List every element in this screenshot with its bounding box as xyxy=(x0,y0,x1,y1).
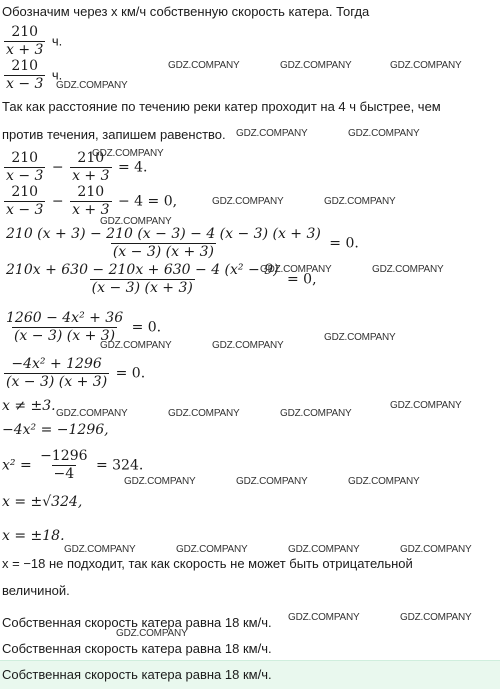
equation-7: x ≠ ±3. xyxy=(2,398,56,414)
watermark: GDZ.COMPANY xyxy=(324,332,396,343)
equation-4: $\frac{\text{210x + 630 − 210x + 630 − 4 (x² − 9)}}{(x - 3) (x + 3)}$ = 0, xyxy=(6,262,317,296)
watermark: GDZ.COMPANY xyxy=(288,612,360,623)
watermark: GDZ.COMPANY xyxy=(400,612,472,623)
equation-11: x = ±18. xyxy=(2,528,65,544)
watermark: GDZ.COMPANY xyxy=(324,196,396,207)
watermark: GDZ.COMPANY xyxy=(56,80,128,91)
watermark: GDZ.COMPANY xyxy=(372,264,444,275)
equation-6: $\frac{\text{−4x² + 1296}}{(x - 3) (x + 3)}$ = 0. xyxy=(6,356,146,390)
watermark: GDZ.COMPANY xyxy=(260,264,332,275)
answer-box xyxy=(0,660,500,689)
watermark: GDZ.COMPANY xyxy=(212,196,284,207)
conclusion-1: Собственная скорость катера равна 18 км/ч. xyxy=(2,615,272,630)
watermark: GDZ.COMPANY xyxy=(116,628,188,639)
watermark: GDZ.COMPANY xyxy=(92,148,164,159)
watermark: GDZ.COMPANY xyxy=(236,476,308,487)
watermark: GDZ.COMPANY xyxy=(64,544,136,555)
equation-1: $\frac{210}{x - 3}$ − $\frac{210}{x + 3}$ = 4. xyxy=(6,150,148,184)
watermark: GDZ.COMPANY xyxy=(280,408,352,419)
answer-text: Собственная скорость катера равна 18 км/ч. xyxy=(2,667,272,682)
watermark: GDZ.COMPANY xyxy=(168,60,240,71)
fraction-downstream-time: $\frac{210}{x + 3}$ ч. xyxy=(6,24,63,58)
equation-2: $\frac{210}{x - 3}$ − $\frac{210}{x + 3}$ − 4 = 0, xyxy=(6,184,178,218)
watermark: GDZ.COMPANY xyxy=(176,544,248,555)
watermark: GDZ.COMPANY xyxy=(56,408,128,419)
watermark: GDZ.COMPANY xyxy=(348,128,420,139)
watermark: GDZ.COMPANY xyxy=(100,340,172,351)
intro-text: Обозначим через x км/ч собственную скорость катера. Тогда xyxy=(2,4,370,19)
equation-5: $\frac{\text{1260 − 4x² + 36}}{(x - 3) (x + 3)}$ = 0. xyxy=(6,310,162,344)
fraction-upstream-time: $\frac{210}{x - 3}$ ч. xyxy=(6,58,63,92)
watermark: GDZ.COMPANY xyxy=(348,476,420,487)
conclusion-2: Собственная скорость катера равна 18 км/ч. xyxy=(2,641,272,656)
watermark: GDZ.COMPANY xyxy=(100,216,172,227)
watermark: GDZ.COMPANY xyxy=(236,128,308,139)
watermark: GDZ.COMPANY xyxy=(400,544,472,555)
watermark: GDZ.COMPANY xyxy=(280,60,352,71)
watermark: GDZ.COMPANY xyxy=(390,60,462,71)
reject-line-2: величиной. xyxy=(2,583,70,598)
equation-8: −4x² = −1296, xyxy=(2,422,109,438)
watermark: GDZ.COMPANY xyxy=(390,400,462,411)
watermark: GDZ.COMPANY xyxy=(124,476,196,487)
equation-3: $\frac{210 (x + 3) - 210 (x - 3) - 4 (x - 3) (x + 3)}{(x - 3) (x + 3)}$ = 0. xyxy=(6,226,359,260)
watermark: GDZ.COMPANY xyxy=(168,408,240,419)
explanation-line-1: Так как расстояние по течению реки катер проходит на 4 ч быстрее, чем xyxy=(2,99,441,114)
watermark: GDZ.COMPANY xyxy=(212,340,284,351)
equation-9: x² = $\frac{-1296}{-4}$ = 324. xyxy=(2,448,144,482)
equation-10: x = ±√324, xyxy=(2,494,83,510)
explanation-line-2: против течения, запишем равенство. xyxy=(2,127,226,142)
reject-line-1: x = −18 не подходит, так как скорость не может быть отрицательной xyxy=(2,556,413,571)
watermark: GDZ.COMPANY xyxy=(288,544,360,555)
